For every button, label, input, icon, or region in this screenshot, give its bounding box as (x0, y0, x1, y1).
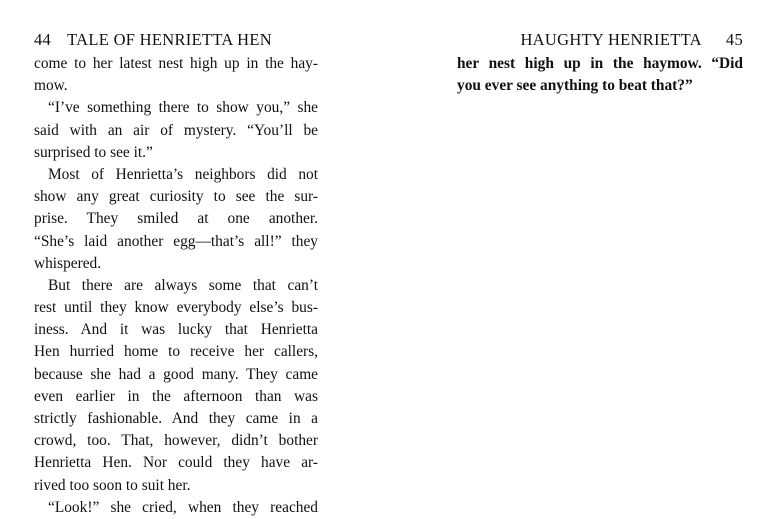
text-line: even earlier in the afternoon than was (34, 387, 318, 405)
text-line: Hen hurried home to receive her callers, (34, 343, 318, 361)
text-line: prise. They smiled at one another. (34, 210, 318, 228)
text-line: Most of Henrietta’s neighbors did not (48, 165, 318, 183)
text-line: said with an air of mystery. “You’ll be (34, 121, 318, 139)
text-line: surprised to see it.” (34, 143, 153, 161)
text-line: crowd, too. That, however, didn’t bother (34, 432, 318, 450)
right-page-header (457, 30, 743, 50)
text-line: “She’s laid another egg—that’s all!” they (34, 232, 318, 250)
text-line: her nest high up in the haymow. “Did (457, 55, 743, 72)
text-line: rived too soon to suit her. (34, 476, 191, 494)
left-page-body (34, 53, 318, 519)
text-line: But there are always some that can’t (48, 276, 318, 294)
running-head: TALE OF HENRIETTA HEN (67, 30, 272, 49)
text-line: because she had a good many. They came (34, 365, 318, 383)
text-line: Henrietta Hen. Nor could they have ar- (34, 454, 318, 472)
page-number: 44 (34, 30, 52, 49)
running-head: HAUGHTY HENRIETTA (520, 30, 702, 49)
text-line: “Look!” she cried, when they reached (48, 498, 318, 516)
text-line: show any great curiosity to see the sur- (34, 188, 318, 206)
text-line: iness. And it was lucky that Henrietta (34, 321, 318, 339)
text-line: you ever see anything to beat that?” (457, 77, 693, 95)
text-line: “I’ve something there to show you,” she (48, 99, 318, 117)
text-line: rest until they know everybody else’s bus- (34, 299, 318, 317)
text-line: whispered. (34, 254, 102, 272)
text-line: mow. (34, 77, 68, 95)
text-line: come to her latest nest high up in the hay- (34, 55, 318, 72)
left-page-header (34, 30, 318, 50)
right-page-body (457, 53, 743, 97)
page-number: 45 (725, 30, 743, 49)
text-line: strictly fashionable. And they came in a (34, 410, 318, 427)
